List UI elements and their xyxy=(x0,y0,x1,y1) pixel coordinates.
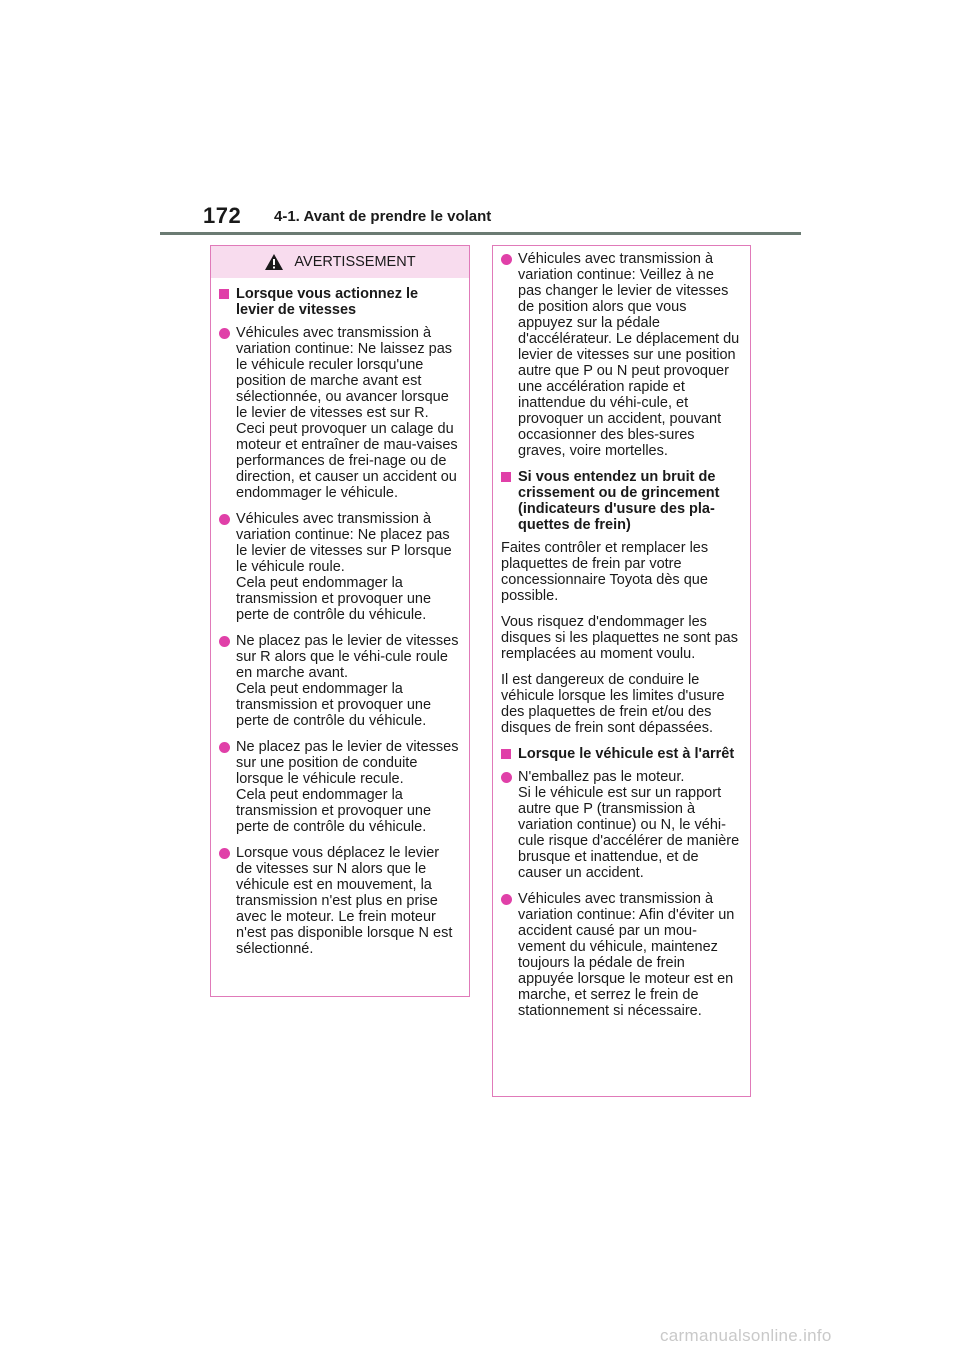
bullet-text: Véhicules avec transmission à variation continue: Ne placez pas le levier de vitesses sur P lorsque le véhicule roule. Cela peut endommager la transmission et provoquer une perte de contrôle du véhicule. xyxy=(236,511,452,623)
warning-title: AVERTISSEMENT xyxy=(294,254,416,270)
bullet-text: Véhicules avec transmission à variation continue: Afin d'éviter un accident causé par un mou-vement du véhicule, maintenez toujours la pédale de frein appuyée lorsque le moteur est en marche, et serrez le frein de stationnement si nécessaire. xyxy=(518,891,735,1019)
left-column xyxy=(219,286,459,957)
paragraph-text: Vous risquez d'endommager les disques si les plaquettes ne sont pas remplacées au moment voulu. xyxy=(501,614,738,662)
circle-bullet-icon xyxy=(219,514,230,525)
bullet-item xyxy=(501,251,740,459)
warning-triangle-icon xyxy=(264,253,284,271)
bullet-item xyxy=(219,845,459,957)
heading-text: Si vous entendez un bruit de crissement ou de grincement (indicateurs d'usure des pla-quettes de frein) xyxy=(518,469,720,533)
warning-box-right xyxy=(492,245,751,1097)
circle-bullet-icon xyxy=(219,636,230,647)
bullet-item xyxy=(219,739,459,835)
right-column xyxy=(501,251,740,1019)
square-bullet-icon xyxy=(219,289,229,299)
paragraph-text: Faites contrôler et remplacer les plaquettes de frein par votre concessionnaire Toyota dès que possible. xyxy=(501,540,709,604)
circle-bullet-icon xyxy=(501,254,512,265)
bullet-text: N'emballez pas le moteur. Si le véhicule est sur un rapport autre que P (transmission à variation continue) ou N, le véhi-cule risque d'accélérer de manière brusque et inattendue, et de causer un accident. xyxy=(518,769,740,881)
heading-text: Lorsque vous actionnez le levier de vitesses xyxy=(236,286,419,318)
watermark: carmanualsonline.info xyxy=(660,1326,832,1345)
bullet-text: Véhicules avec transmission à variation continue: Ne laissez pas le véhicule reculer lorsqu'une position de marche avant est sélectionnée, ou avancer lorsque le levier de vitesses est sur R. Ceci peut provoquer un calage du moteur et entraîner de mau-vaises performances de frei-nage ou de direction, et causer un accident ou endommager le véhicule. xyxy=(236,325,458,501)
bullet-item xyxy=(501,769,740,881)
paragraph-text: Il est dangereux de conduire le véhicule lorsque les limites d'usure des plaquettes de frein et/ou des disques de frein sont dépassées. xyxy=(501,672,725,736)
paragraph xyxy=(501,540,740,604)
bullet-text: Véhicules avec transmission à variation continue: Veillez à ne pas changer le levier de vitesses de position alors que vous appuyez sur la pédale d'accélérateur. Le déplacement du levier de vitesses sur une position autre que P ou N peut provoquer une accélération rapide et inattendue du véhi-cule, et provoquer un accident, pouvant occasionner des bles-sures graves, voire mortelles. xyxy=(518,251,740,459)
circle-bullet-icon xyxy=(501,772,512,783)
bullet-item xyxy=(219,633,459,729)
circle-bullet-icon xyxy=(219,328,230,339)
bullet-text: Ne placez pas le levier de vitesses sur une position de conduite lorsque le véhicule recule. Cela peut endommager la transmission et provoquer une perte de contrôle du véhicule. xyxy=(236,739,459,835)
circle-bullet-icon xyxy=(219,742,230,753)
paragraph xyxy=(501,614,740,662)
bullet-item xyxy=(501,891,740,1019)
paragraph xyxy=(501,672,740,736)
square-bullet-icon xyxy=(501,472,511,482)
page-number: 172 xyxy=(203,203,242,228)
heading-text: Lorsque le véhicule est à l'arrêt xyxy=(518,746,735,762)
header-rule xyxy=(160,232,801,235)
circle-bullet-icon xyxy=(219,848,230,859)
bullet-item xyxy=(219,511,459,623)
circle-bullet-icon xyxy=(501,894,512,905)
section-heading xyxy=(501,746,740,762)
warning-box-left xyxy=(210,245,470,997)
bullet-text: Ne placez pas le levier de vitesses sur R alors que le véhi-cule roule en marche avant. Cela peut endommager la transmission et provoquer une perte de contrôle du véhicule. xyxy=(236,633,459,729)
section-heading xyxy=(501,469,740,533)
bullet-item xyxy=(219,325,459,501)
square-bullet-icon xyxy=(501,749,511,759)
bullet-text: Lorsque vous déplacez le levier de vitesses sur N alors que le véhicule est en mouvement, la transmission n'est plus en prise avec le moteur. Le frein moteur n'est pas disponible lorsque N est sélectionné. xyxy=(236,845,453,957)
section-title: 4-1. Avant de prendre le volant xyxy=(274,208,492,225)
section-heading xyxy=(219,286,459,318)
warning-header xyxy=(211,246,469,278)
